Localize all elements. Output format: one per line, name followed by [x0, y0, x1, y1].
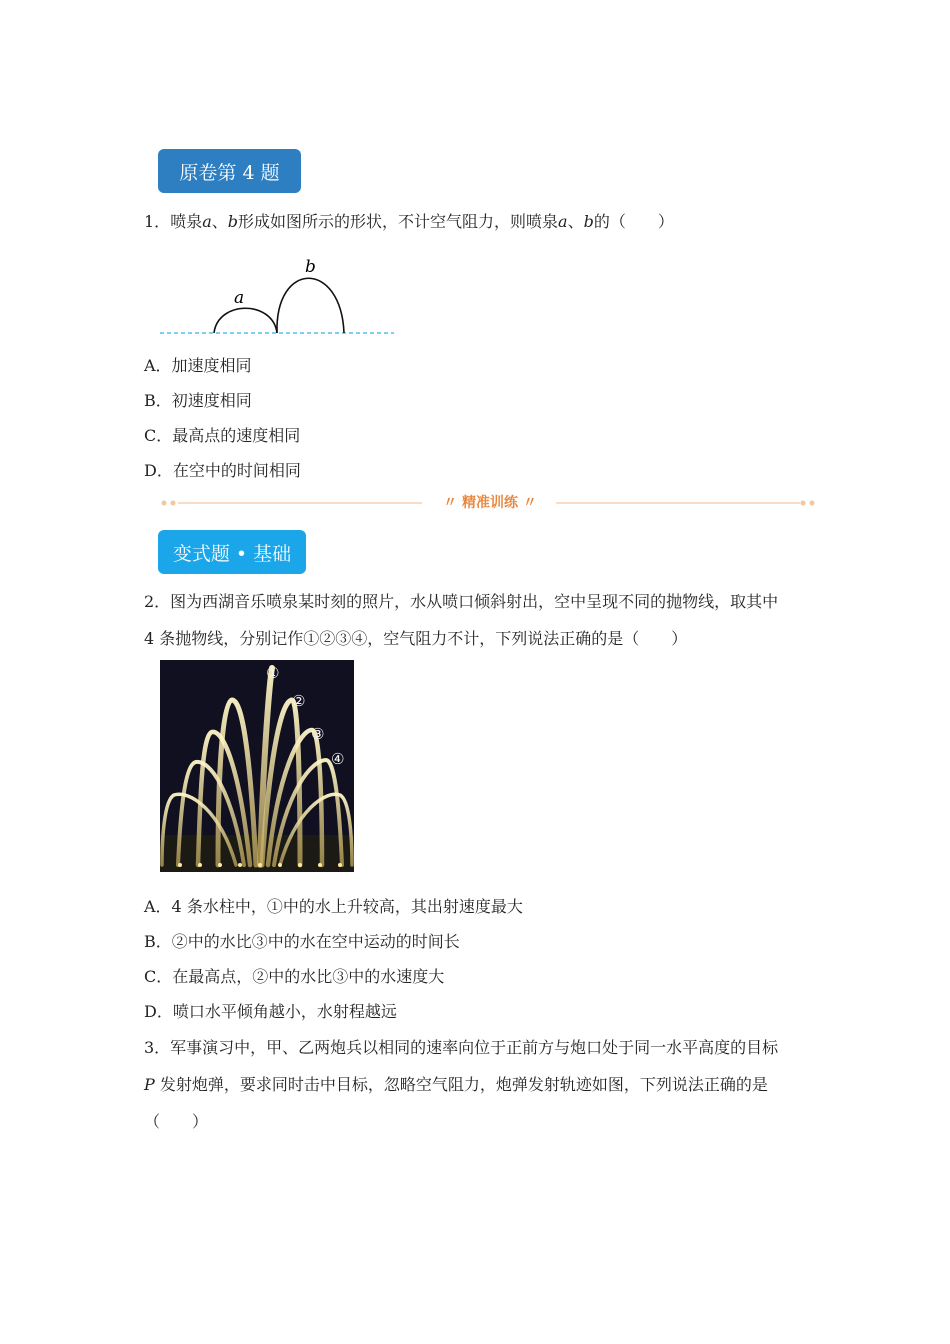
variant-basic-tag-label: 变式题 • 基础: [172, 542, 292, 565]
photo-label-3: ③: [311, 725, 325, 743]
variable-p: P: [144, 1075, 155, 1094]
option-a: A．加速度相同: [144, 356, 252, 375]
option-b: B．初速度相同: [144, 391, 252, 410]
section-divider: [160, 490, 816, 516]
fountain-photo: [160, 660, 354, 872]
arc-b: [277, 278, 344, 333]
variable-b: b: [583, 212, 594, 231]
question-text: 发射炮弹，要求同时击中目标，忽略空气阻力，炮弹发射轨迹如图，下列说法正确的是: [154, 1075, 768, 1094]
variable-a: a: [202, 212, 212, 231]
question-text: 喷泉: [170, 212, 203, 231]
arc-a-label: a: [234, 288, 245, 308]
fountain-photo-art: [160, 660, 354, 872]
arc-b-label: b: [305, 257, 316, 277]
divider-title: 精准训练: [462, 495, 518, 511]
option-d: D．喷口水平倾角越小，水射程越远: [144, 1002, 397, 1021]
question-text: 形成如图所示的形状，不计空气阻力，则喷泉: [238, 212, 559, 231]
question-3-line-2: [144, 1074, 768, 1096]
original-question-tag: [158, 149, 301, 193]
photo-label-2: ②: [292, 692, 306, 710]
separator: 、: [211, 212, 228, 231]
question-number: 1．: [144, 212, 171, 231]
answer-bracket: （ ）: [144, 1112, 209, 1131]
separator: 、: [567, 212, 584, 231]
photo-label-1: ①: [266, 664, 280, 682]
divider-ornament-icon: 〃: [443, 495, 458, 511]
question-2-line-1: 2．图为西湖音乐喷泉某时刻的照片，水从喷口倾斜射出，空中呈现不同的抛物线，取其中: [144, 592, 779, 611]
option-b: B．②中的水比③中的水在空中运动的时间长: [144, 932, 460, 951]
variable-a: a: [558, 212, 568, 231]
option-d: D．在空中的时间相同: [144, 461, 301, 480]
option-a: A．4 条水柱中，①中的水上升较高，其出射速度最大: [144, 897, 523, 916]
option-c: C．在最高点，②中的水比③中的水速度大: [144, 967, 445, 986]
photo-label-4: ④: [331, 750, 345, 768]
question-3-line-1: 3．军事演习中，甲、乙两炮兵以相同的速率向位于正前方与炮口处于同一水平高度的目标: [144, 1038, 779, 1057]
question-1-stem: [144, 211, 674, 233]
variable-b: b: [227, 212, 239, 231]
arc-a: [214, 308, 277, 333]
variant-basic-tag: [158, 530, 306, 574]
fountain-arcs-figure: [158, 250, 398, 340]
question-2-line-2: 4 条抛物线，分别记作①②③④，空气阻力不计，下列说法正确的是（ ）: [144, 629, 688, 648]
divider-ornament-icon: 〃: [522, 495, 537, 511]
answer-bracket: 的（ ）: [593, 212, 674, 231]
option-c: C．最高点的速度相同: [144, 426, 301, 445]
original-question-tag-label: 原卷第 4 题: [179, 161, 280, 184]
